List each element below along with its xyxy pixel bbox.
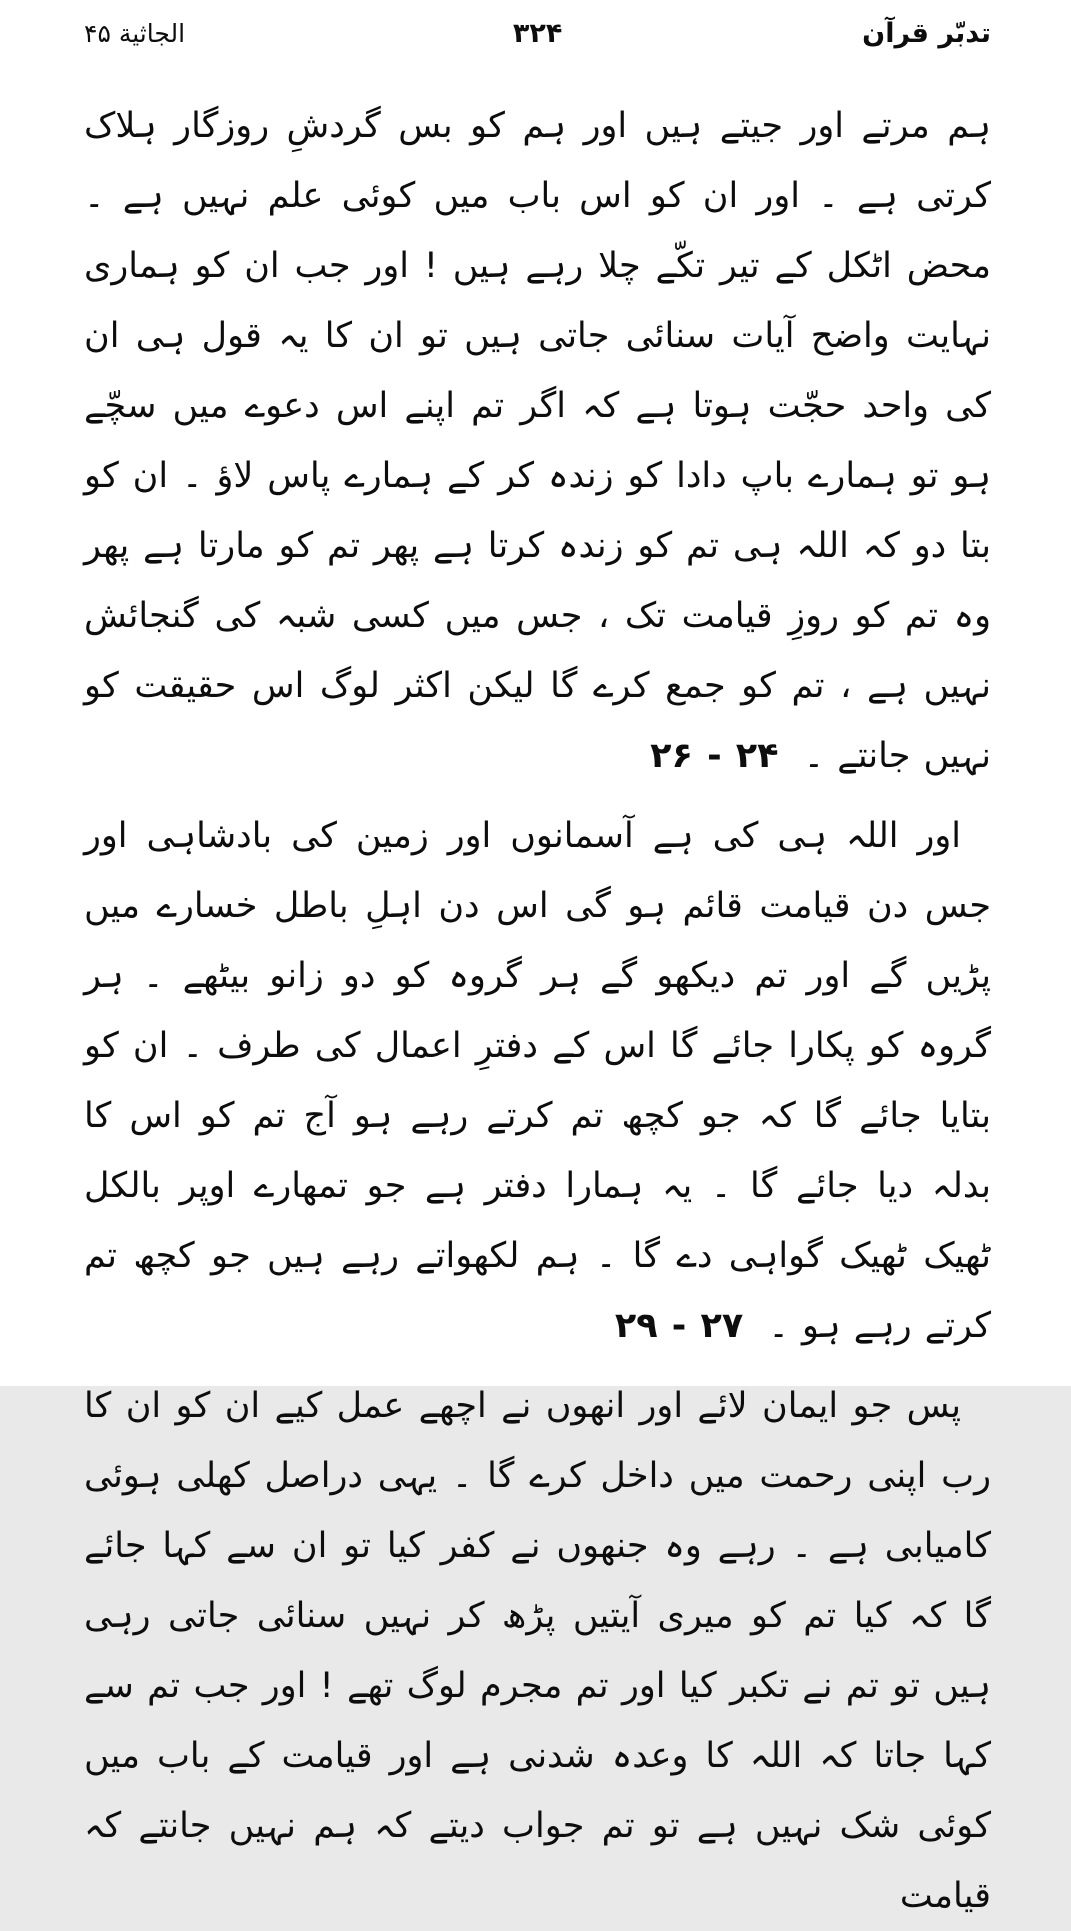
page-number: ۳۲۴: [512, 18, 563, 49]
page-body: [84, 91, 991, 1931]
urdu-paragraph-3: [84, 1371, 991, 1931]
book-title: تدبّر قرآن: [862, 18, 991, 49]
paragraph-text: اور اللہ ہی کی ہے آسمانوں اور زمین کی بادشاہی اور جس دن قیامت قائم ہو گی اس دن اہلِ باطل خسارے میں پڑیں گے اور تم دیکھو گے ہر گروہ کو دو زانو بیٹھے ۔ ہر گروہ کو پکارا جائے گا اس کے دفترِ اعمال کی طرف ۔ ان کو بتایا جائے گا کہ جو کچھ تم کرتے رہے ہو آج تم کو اس کا بدلہ دیا جائے گا ۔ یہ ہمارا دفتر ہے جو تمھارے اوپر بالکل ٹھیک ٹھیک گواہی دے گا ۔ ہم لکھواتے رہے ہیں جو کچھ تم کرتے رہے ہو ۔: [84, 816, 991, 1346]
paragraph-text: ہم مرتے اور جیتے ہیں اور ہم کو بس گردشِ روزگار ہلاک کرتی ہے ۔ اور ان کو اس باب میں کوئی علم نہیں ہے ۔ محض اٹکل کے تیر تکّے چلا رہے ہیں ! اور جب ان کو ہماری نہایت واضح آیات سنائی جاتی ہیں تو ان کا یہ قول ہی ان کی واحد حجّت ہوتا ہے کہ اگر تم اپنے اس دعوے میں سچّے ہو تو ہمارے باپ دادا کو زندہ کر کے ہمارے پاس لاؤ ۔ ان کو بتا دو کہ اللہ ہی تم کو زندہ کرتا ہے پھر تم کو مارتا ہے پھر وہ تم کو روزِ قیامت تک ، جس میں کسی شبہ کی گنجائش نہیں ہے ، تم کو جمع کرے گا لیکن اکثر لوگ اس حقیقت کو نہیں جانتے ۔: [84, 106, 991, 776]
surah-label: الجاثیة ۴۵: [84, 19, 186, 48]
verse-citation: ۲۴ - ۲۶: [650, 736, 779, 776]
urdu-paragraph-1: [84, 91, 991, 791]
paragraph-text: پس جو ایمان لائے اور انھوں نے اچھے عمل کیے ان کو ان کا رب اپنی رحمت میں داخل کرے گا ۔ یہی دراصل کھلی ہوئی کامیابی ہے ۔ رہے وہ جنھوں نے کفر کیا تو ان سے کہا جائے گا کہ کیا تم کو میری آیتیں پڑھ کر نہیں سنائی جاتی رہی ہیں تو تم نے تکبر کیا اور تم مجرم لوگ تھے ! اور جب تم سے کہا جاتا کہ اللہ کا وعدہ شدنی ہے اور قیامت کے باب میں کوئی شک نہیں ہے تو تم جواب دیتے کہ ہم نہیں جانتے کہ قیامت: [84, 1386, 991, 1916]
verse-citation: ۲۷ - ۲۹: [614, 1306, 744, 1346]
urdu-paragraph-2: [84, 801, 991, 1361]
page-header: [84, 18, 991, 49]
